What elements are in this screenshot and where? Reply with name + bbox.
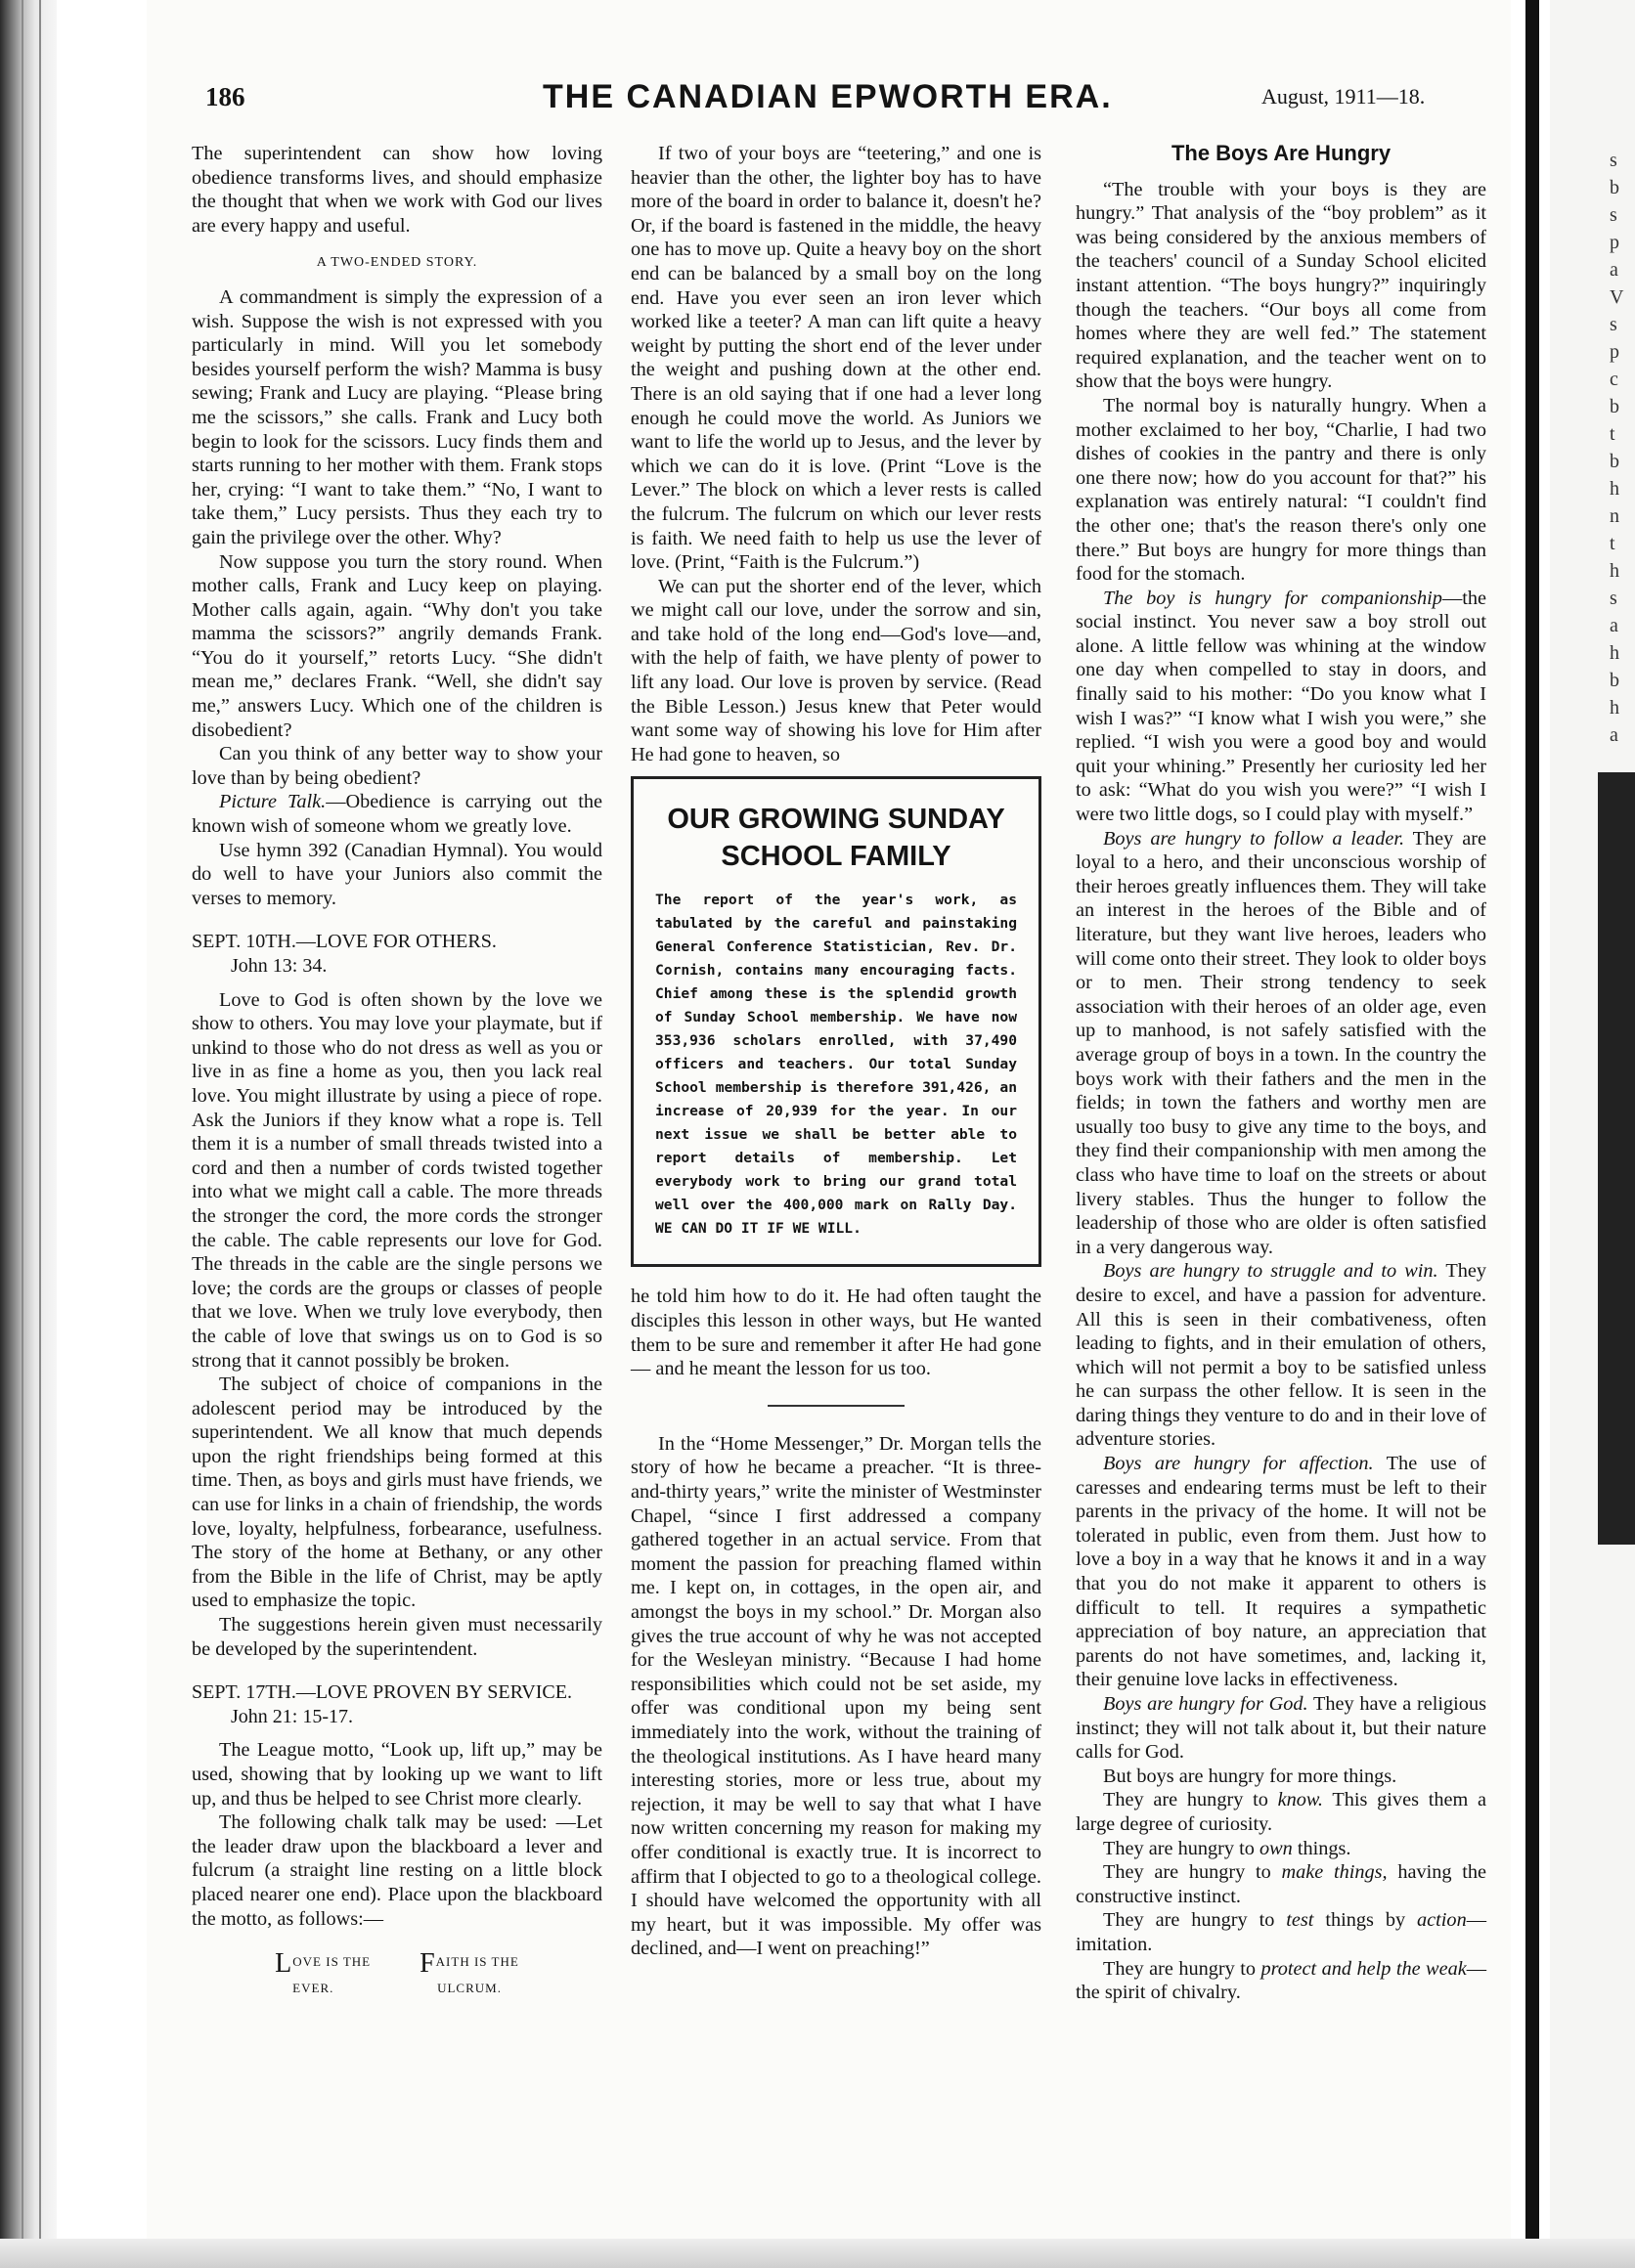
edge-letter: b <box>1610 670 1619 691</box>
motto-right <box>420 1950 519 2000</box>
lesson-heading <box>192 930 602 978</box>
lesson-heading <box>192 1680 602 1728</box>
paragraph: Can you think of any better way to show your love than by being obedient? <box>192 743 602 789</box>
italic-word: own <box>1259 1837 1293 1859</box>
edge-letter: s <box>1610 314 1617 335</box>
paragraph: The subject of choice of companions in the adolescent period may be introduced by the superintendent. We all know that much depends upon the right friendships being formed at this time. Then, as boys and girls must have friends, we can use for links in a chain of friendship, the words love, loyalty, helpfulness, forbearance, usefulness. The story of the home at Bethany, or any other from the Bible in the life of Christ, may be aptly used to emphasize the topic. <box>192 1374 602 1612</box>
paragraph-text: They desire to excel, and have a passion for adventure. All this is seen in their combativeness, often leading to fights, and in their emulation of others, which will not permit a boy to be satisfied unless he can surpass the other fellow. It is seen in the daring things they venture to do and in their love of adventure stories. <box>1076 1260 1486 1451</box>
publication-title: THE CANADIAN EPWORTH ERA. <box>543 78 1113 115</box>
paragraph: The League motto, “Look up, lift up,” may be used, showing that by looking up we want to lift up, and thus be helped to see Christ more clearly. <box>192 1739 602 1810</box>
drop-initial: L <box>275 1948 293 1980</box>
paragraph-text: They are hungry to <box>1103 1861 1282 1884</box>
edge-letter: t <box>1610 423 1615 445</box>
paragraph: If two of your boys are “teetering,” and one is heavier than the other, the lighter boy has to have more of the board in order to balance it, doesn't he? Or, if the board is fastened in the middle, the heavy one has to move up. Quite a heavy boy on the short end can be balanced by a small boy on the long end. Have you ever seen an iron lever which worked like a teeter? A man can lift quite a heavy weight by putting the short end of the lever under the weight and pushing down at the other end. There is an old saying that if one had a lever long enough he could move the world. As Juniors we want to life the world up to Jesus, and the lever by which we can do it is love. (Print “Love is the Lever.” The block on which a lever rests is called the fulcrum. The fulcrum on which our lever rests is faith. We need faith to help us use the lever of love. (Print, “Faith is the Fulcrum.”) <box>631 143 1041 574</box>
column-left <box>192 142 602 2000</box>
paragraph <box>1076 1837 1486 1861</box>
paragraph: Use hymn 392 (Canadian Hymnal). You would do well to have your Juniors also commit the verses to memory. <box>192 839 602 909</box>
motto-text: ULCRUM. <box>437 1980 502 1995</box>
motto-text: AITH IS THE <box>435 1954 519 1970</box>
page-number: 186 <box>205 82 245 111</box>
paragraph-text: They have a religious instinct; they will not talk about it, but their nature calls for God. <box>1076 1693 1486 1764</box>
paragraph-text: —Obedience is carrying out the known wish of someone whom we greatly love. <box>192 791 603 838</box>
page-gutter <box>1525 0 1539 2268</box>
binding-edge-line <box>22 0 23 2268</box>
italic-lead: The boy is hungry for companionship <box>1103 587 1442 609</box>
edge-letter: V <box>1610 286 1624 308</box>
italic-lead: Boys are hungry to struggle and to win. <box>1103 1260 1438 1283</box>
paragraph <box>1076 827 1486 1260</box>
paragraph-text: They are loyal to a hero, and their unconscious worship of their heroes greatly influences them. They will take an interest in the heroes of the Bible and of literature, but they want live heroes, leaders who will come onto their street. They look to older boys or to men. Their strong tendency to seek association with their heroes of an older age, even up to manhood, is not safely satisfied with the average group of boys in a town. In the country the boys work with their fathers and the men in the fields; in town the fathers and worthy men are usually too busy to give any time to the boys, and they find their companionship with men among the class who have time to loaf on the streets or about livery stables. Thus the hunger to follow the leadership of those who are older is often satisfied in a very dangerous way. <box>1076 827 1486 1258</box>
edge-letter: h <box>1610 478 1619 500</box>
page-header <box>147 78 1511 129</box>
paragraph-text: —the social instinct. You never saw a boy stroll out alone. A little fellow was whining at the window one day when compelled to stay in doors, and finally said to his mother: “Do you know what I wish I was?” “I know what I wish you were,” she replied. “I wish you were a good boy and would quit your whining.” Presently her curiosity led her to ask: “What do you wish you were?” “I wish I were two little dogs, so I could play with myself.” <box>1076 587 1486 826</box>
italic-word: protect and help the weak <box>1260 1957 1467 1980</box>
italic-lead: Boys are hungry for affection. <box>1103 1453 1374 1475</box>
paragraph-text: —imitation. <box>1076 1909 1486 1955</box>
edge-letter: h <box>1610 560 1619 582</box>
edge-letter: b <box>1610 396 1619 417</box>
edge-letter: p <box>1610 232 1619 253</box>
edge-letter: a <box>1610 615 1618 636</box>
paragraph: The superintendent can show how loving obedience transforms lives, and should emphasize the thought that when we work with God our lives are every happy and useful. <box>192 143 602 237</box>
lesson-title: SEPT. 17TH.—LOVE PROVEN BY SERVICE. <box>192 1681 572 1704</box>
lesson-reference: John 13: 34. <box>231 955 328 977</box>
italic-word: make things, <box>1281 1861 1388 1884</box>
edge-letter: b <box>1610 451 1619 472</box>
paragraph: Love to God is often shown by the love we show to others. You may love your playmate, but if unkind to those who do not dress as well as you or live in as fine a home as you, then you lack real love. You might illustrate by using a piece of rope. Ask the Juniors if they know what a rope is. Tell them it is a number of small threads twisted into a cord and then a number of cords twisted together into what we might call a cable. The more threads the stronger the cord, the more cords the stronger the cable. The cable represents our love for God. The threads in the cable are the single persons we love; the cords are the groups or classes of people that we love. When we truly love everybody, then the cable of love that swings us on to God is so strong that it cannot possibly be broken. <box>192 988 602 1372</box>
edge-letter: h <box>1610 697 1619 719</box>
article-heading: The Boys Are Hungry <box>1171 141 1392 165</box>
paragraph-text: They are hungry to <box>1103 1909 1287 1932</box>
edge-letter: t <box>1610 533 1615 554</box>
paragraph-text: They are hungry to <box>1103 1837 1259 1859</box>
next-page-letters <box>1610 147 1623 749</box>
paragraph-text: The use of caresses and endearing terms must be left to their parents in the privacy of the home. It will not be tolerated in public, even from them. Just how to love a boy in a way that he knows it and in a way that you do not make it apparent to others is difficult to tell. It requires a sympathetic appreciation of boy nature, an appreciation that parents do not have sometimes, and, lacking it, their genuine love lacks in effectiveness. <box>1076 1453 1486 1691</box>
paragraph: “The trouble with your boys is they are hungry.” That analysis of the “boy problem” as it was being considered by the anxious members of the teachers' council of a Sunday School elicited instant attention. “The boys hungry?” inquiringly though the teachers. “Our boys all come from homes where they are well fed.” The statement required explanation, and the teacher went on to show that the boys were hungry. <box>1076 178 1486 393</box>
page-bottom-shadow <box>0 2239 1635 2268</box>
binding-edge-line <box>39 0 41 2268</box>
column-right <box>1076 142 1486 2005</box>
italic-word: action <box>1417 1909 1467 1932</box>
paragraph <box>1076 1788 1486 1836</box>
paragraph-text: This gives them a large degree of curiosity. <box>1076 1789 1486 1835</box>
paragraph-text: They are hungry to <box>1103 1957 1261 1980</box>
edge-letter: b <box>1610 177 1619 198</box>
paragraph: Now suppose you turn the story round. When mother calls, Frank and Lucy keep on playing. Mother calls again, again. “Why don't you take mamma the scissors?” angrily demands Frank. “You do it yourself,” retorts Lucy. “She didn't mean me,” declares Frank. “Well, she didn't say me,” answers Lucy. Which one of the children is disobedient? <box>192 550 602 741</box>
paragraph-text: —the spirit of chivalry. <box>1076 1957 1486 2004</box>
paragraph <box>1076 1452 1486 1692</box>
section-subhead: A TWO-ENDED STORY. <box>316 255 478 271</box>
paragraph <box>1076 1860 1486 1908</box>
section-divider <box>768 1405 905 1407</box>
paragraph-text: having the constructive instinct. <box>1076 1861 1487 1907</box>
paragraph <box>1076 1692 1486 1765</box>
next-page-illustration <box>1598 772 1635 1545</box>
edge-letter: s <box>1610 588 1617 609</box>
edge-letter: c <box>1610 369 1618 390</box>
issue-date: August, 1911—18. <box>1261 84 1426 109</box>
paragraph <box>1076 1957 1486 2005</box>
paragraph: The normal boy is naturally hungry. When a mother exclaimed to her boy, “Charlie, I had two dishes of cookies in the pantry and there is only one there now; how do you account for that?” his explanation was entirely natural: “I couldn't find the other one; that's the reason there's only one there.” But boys are hungry for more things than food for the stomach. <box>1076 394 1486 586</box>
edge-letter: a <box>1610 259 1618 281</box>
blackboard-motto <box>192 1950 602 2000</box>
paragraph <box>1076 1259 1486 1452</box>
paragraph-text: things. <box>1292 1837 1351 1859</box>
motto-left <box>275 1950 371 2000</box>
magazine-page <box>147 0 1511 2268</box>
book-binding <box>0 0 57 2268</box>
paragraph: A commandment is simply the expression of a wish. Suppose the wish is not expressed with you particularly in mind. Will you let somebody besides yourself perform the wish? Mamma is busy sewing; Frank and Lucy are playing. “Please bring me the scissors,” she calls. Frank and Lucy both begin to look for the scissors. Lucy finds them and starts running to her mother with them. Frank stops her, crying: “I want to take them.” “No, I want to take them,” Lucy persists. Thus they each try to gain the privilege over the other. Why? <box>192 285 602 548</box>
edge-letter: s <box>1610 204 1617 226</box>
lesson-title: SEPT. 10TH.—LOVE FOR OTHERS. <box>192 931 497 953</box>
paragraph: We can put the shorter end of the lever, which we might call our love, under the sorrow and sin, and take hold of the long end—God's love—and, with the help of faith, we have plenty of power to lift any load. Our love is proven by service. (Read the Bible Lesson.) Jesus knew that Peter would want some way of showing his love for Him after He had gone to heaven, so <box>631 575 1041 765</box>
paragraph: he told him how to do it. He had often taught the disciples this lesson in other ways, but He wanted them to be sure and remember it after He had gone— and he meant the lesson for us too. <box>631 1286 1041 1380</box>
edge-letter: a <box>1610 724 1618 746</box>
italic-word: know. <box>1277 1789 1323 1811</box>
announcement-box <box>631 776 1041 1267</box>
paragraph <box>1076 587 1486 827</box>
italic-lead: Boys are hungry for God. <box>1103 1693 1308 1715</box>
column-middle <box>631 142 1041 1961</box>
edge-letter: n <box>1610 505 1619 527</box>
italic-lead: Picture Talk. <box>219 791 327 813</box>
lesson-reference: John 21: 15-17. <box>231 1705 353 1727</box>
italic-word: test <box>1286 1909 1314 1932</box>
paragraph <box>192 790 602 838</box>
motto-text: OVE IS THE <box>292 1954 372 1970</box>
edge-letter: s <box>1610 150 1617 171</box>
drop-initial: F <box>420 1948 436 1980</box>
motto-text: EVER. <box>292 1980 334 1995</box>
paragraph: But boys are hungry for more things. <box>1103 1765 1397 1787</box>
paragraph: The following chalk talk may be used: —Let the leader draw upon the blackboard a lever and fulcrum (a straight line resting on a little block placed nearer one end). Place upon the blackboard the motto, as follows:— <box>192 1811 602 1930</box>
edge-letter: h <box>1610 642 1619 664</box>
italic-lead: Boys are hungry to follow a leader. <box>1103 827 1405 850</box>
paragraph-text: things by <box>1313 1909 1418 1932</box>
paragraph-text: They are hungry to <box>1103 1789 1278 1811</box>
edge-letter: p <box>1610 341 1619 363</box>
paragraph <box>1076 1908 1486 1956</box>
paragraph: In the “Home Messenger,” Dr. Morgan tells the story of how he became a preacher. “It is three-and-thirty years,” write the minister of Westminster Chapel, “since I first addressed a company gathered together in an actual service. From that moment the passion for preaching flamed within me. I kept on, in cottages, in the open air, and amongst the boys in my school.” Dr. Morgan also gives the true account of why he was not accepted for the Wesleyan ministry. “Because I had home responsibilities which could not be set aside, my offer was conditional upon my being sent immediately into the work, without the training of the theological institutions. As I have heard many interesting stories, more or less true, about my rejection, it may be well to say that what I have now written concerning my reason for making my offer conditional is exactly true. It is incorrect to affirm that I objected to go to a theological college. I should have welcomed the opportunity with all my heart, but it was impossible. My offer was declined, and—I went on preaching!” <box>631 1432 1041 1960</box>
announcement-title: OUR GROWING SUNDAY SCHOOL FAMILY <box>667 804 1005 873</box>
paragraph: The suggestions herein given must necessarily be developed by the superintendent. <box>192 1614 602 1660</box>
announcement-text: The report of the year's work, as tabulated by the careful and painstaking General Conference Statistician, Rev. Dr. Cornish, contains many encouraging facts. Chief among these is the splendid growth of Sunday School membership. We have now 353,936 scholars enrolled, with 37,490 officers and teachers. Our total Sunday School membership is therefore 391,426, an increase of 20,939 for the year. In our next issue we shall be better able to report details of membership. Let everybody work to bring our grand total well over the 400,000 mark on Rally Day. WE CAN DO IT IF WE WILL. <box>655 892 1017 1238</box>
